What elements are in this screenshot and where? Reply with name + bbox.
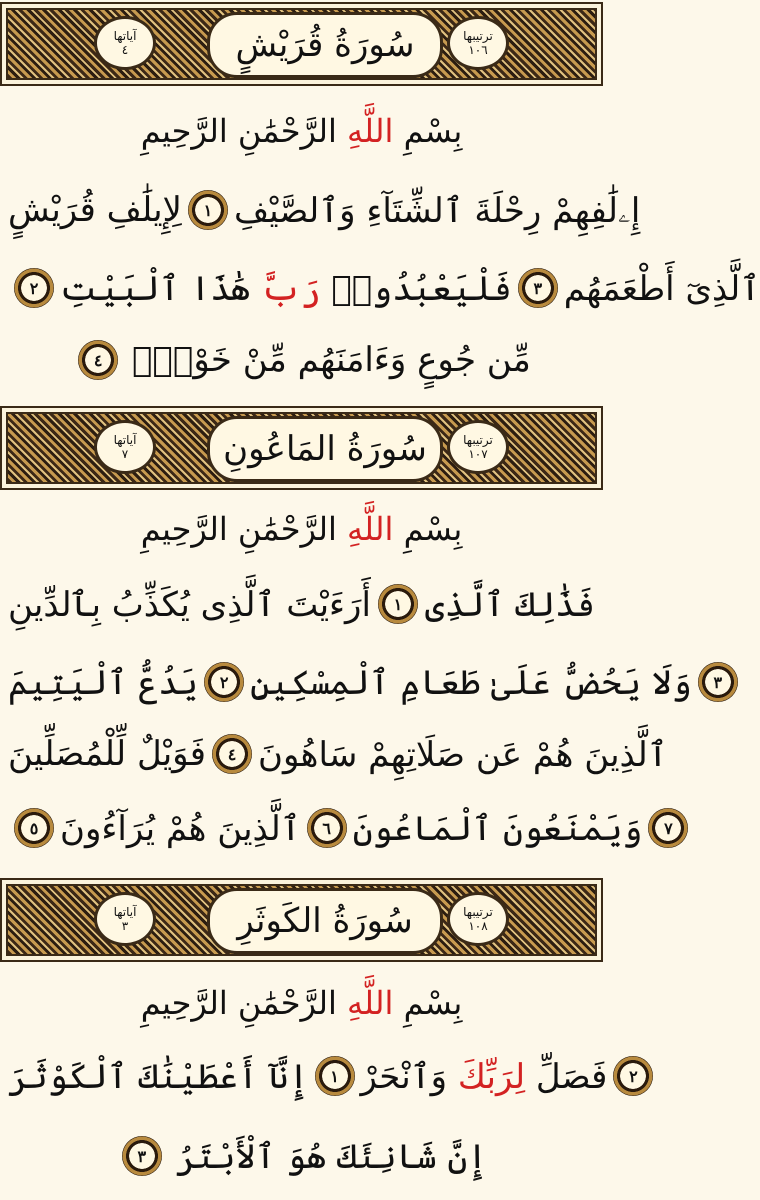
- basmala-rest: الرَّحْمَٰنِ الرَّحِيمِ: [140, 112, 337, 150]
- basmala: [0, 112, 603, 150]
- ayah-number-marker: ٣: [518, 268, 558, 308]
- order-value: ١٠٦: [468, 43, 488, 57]
- ayah-number-marker: ٤: [78, 340, 118, 380]
- order-label: ترتيبها: [463, 29, 493, 43]
- basmala-rest: الرَّحْمَٰنِ الرَّحِيمِ: [140, 984, 337, 1022]
- order-medallion: [447, 16, 509, 70]
- order-label: ترتيبها: [463, 905, 493, 919]
- verses-value: ٧: [121, 447, 129, 461]
- verses-label: آياتها: [113, 433, 137, 447]
- verse-text: يَدُعُّ ٱلْيَتِيمَ: [8, 662, 199, 703]
- basmala-allah: اللَّهِ: [347, 510, 394, 548]
- order-label: ترتيبها: [463, 433, 493, 447]
- ayah-number-marker: ٦: [307, 808, 347, 848]
- surah-header-kawthar: [0, 878, 603, 962]
- surah-title: سُورَةُ قُرَيْشٍ: [235, 25, 415, 65]
- verse-line: [8, 1044, 638, 1108]
- verse-text: ٱلَّذِينَ هُمْ عَن صَلَاتِهِمْ سَاهُونَ: [258, 734, 668, 775]
- basmala-word: بِسْمِ: [403, 984, 463, 1022]
- surah-header-maun: [0, 406, 603, 490]
- verse-line: [8, 572, 595, 636]
- verse-line: [8, 650, 723, 714]
- ayah-number-marker: ١: [378, 584, 418, 624]
- verse-text: لِإِيلَٰفِ قُرَيْشٍ: [8, 190, 182, 230]
- order-value: ١٠٨: [468, 919, 488, 933]
- order-medallion: [447, 420, 509, 474]
- basmala-word: بِسْمِ: [403, 112, 463, 150]
- verse-text: إِۦلَٰفِهِمْ رِحْلَةَ ٱلشِّتَآءِ وَٱلصَّيْفِ: [233, 190, 641, 231]
- surah-title-cartouche: [207, 416, 443, 482]
- verse-line: [8, 330, 595, 390]
- order-medallion: [447, 892, 509, 946]
- basmala-allah: اللَّهِ: [347, 112, 394, 150]
- order-value: ١٠٧: [468, 447, 488, 461]
- verses-label: آياتها: [113, 29, 137, 43]
- ayah-number-marker: ٤: [212, 734, 252, 774]
- verses-value: ٤: [121, 43, 129, 57]
- verse-text: فَلْيَعْبُدُوا۟ رَبَّ هَٰذَا ٱلْبَيْتِ: [60, 268, 512, 309]
- surah-title-cartouche: [207, 888, 443, 954]
- basmala-rest: الرَّحْمَٰنِ الرَّحِيمِ: [140, 510, 337, 548]
- verses-count-medallion: [94, 16, 156, 70]
- surah-header-quraysh: [0, 2, 603, 86]
- verse-line: [8, 722, 668, 786]
- red-word: لِرَبِّكَ: [457, 1056, 526, 1097]
- ayah-number-marker: ١: [188, 190, 228, 230]
- ayah-number-marker: ٣: [122, 1136, 162, 1176]
- verses-value: ٣: [121, 919, 129, 933]
- surah-title-cartouche: [207, 12, 443, 78]
- ayah-number-marker: ١: [315, 1056, 355, 1096]
- verses-label: آياتها: [113, 905, 137, 919]
- verse-text: وَيَمْنَعُونَ ٱلْمَاعُونَ: [352, 808, 643, 849]
- ayah-number-marker: ٢: [204, 662, 244, 702]
- basmala: [0, 510, 603, 548]
- ayah-number-marker: ٢: [613, 1056, 653, 1096]
- verse-text: أَرَءَيْتَ ٱلَّذِى يُكَذِّبُ بِٱلدِّينِ: [8, 584, 371, 625]
- ayah-number-marker: ٣: [698, 662, 738, 702]
- basmala: [0, 984, 603, 1022]
- verses-count-medallion: [94, 420, 156, 474]
- basmala-allah: اللَّهِ: [347, 984, 394, 1022]
- verse-text: فَذَٰلِكَ ٱلَّذِى: [424, 584, 595, 625]
- verse-line: [8, 796, 673, 860]
- verses-count-medallion: [94, 892, 156, 946]
- verse-text: فَصَلِّ لِرَبِّكَ وَٱنْحَرْ: [360, 1056, 608, 1097]
- verse-line: [8, 258, 760, 318]
- basmala-word: بِسْمِ: [403, 510, 463, 548]
- verse-line: [8, 180, 641, 240]
- surah-title: سُورَةُ الكَوثَرِ: [237, 901, 413, 941]
- verse-line: [8, 1124, 595, 1188]
- verse-text: ٱلَّذِينَ هُمْ يُرَآءُونَ: [60, 808, 301, 849]
- verse-text: إِنَّآ أَعْطَيْنَٰكَ ٱلْكَوْثَرَ: [8, 1056, 309, 1097]
- red-word: رَبَّ: [260, 268, 321, 309]
- ayah-number-marker: ٢: [14, 268, 54, 308]
- verse-text: ٱلَّذِىٓ أَطْعَمَهُم: [563, 268, 760, 309]
- verse-text: فَوَيْلٌ لِّلْمُصَلِّينَ: [8, 734, 206, 774]
- verse-text: إِنَّ شَانِئَكَ هُوَ ٱلْأَبْتَرُ: [175, 1136, 488, 1177]
- ayah-number-marker: ٧: [648, 808, 688, 848]
- verse-text: مِّن جُوعٍ وَءَامَنَهُم مِّنْ خَوْفٍۭ: [132, 340, 531, 380]
- ayah-number-marker: ٥: [14, 808, 54, 848]
- surah-title: سُورَةُ المَاعُونِ: [223, 429, 427, 469]
- verse-text: وَلَا يَحُضُّ عَلَىٰ طَعَامِ ٱلْمِسْكِينِ: [250, 662, 692, 703]
